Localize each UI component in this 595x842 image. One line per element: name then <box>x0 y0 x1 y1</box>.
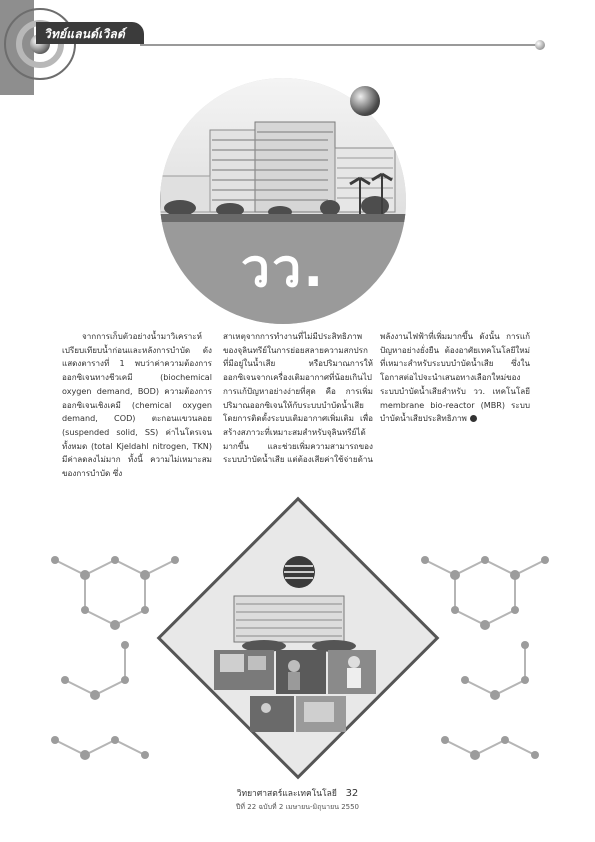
end-of-article-bullet-icon <box>470 415 477 422</box>
header-rule-dot <box>535 40 545 50</box>
article-paragraph-2: สาเหตุจากการทำงานที่ไม่มีประสิทธิภาพของจุลินทรีย์ในการย่อยสลายความสกปรกที่มีอยู่ในน้ำเสีย หรือปริมาณการให้ออกซิเจนจากเครื่องเติมอากาศที่น้อยเกินไป การแก้ปัญหาอย่างง่ายที่สุด คือ การเพิ่มปริมาณออกซิเจนให้กับระบบบำบัดน้ำเสีย โดยการติดตั้งระบบเติมอากาศเพิ่มเติม เพื่อสร้างสภาวะที่เหมาะสมสำหรับจุลินทรีย์ได้มากขึ้น และช่วยเพิ่มความสามารถของระบบบำบัดน้ำเสีย แต่ต้องเสียค่าใช้จ่ายด้าน <box>223 331 373 465</box>
article-column-3 <box>380 330 530 426</box>
article-paragraph-3-text: พลังงานไฟฟ้าที่เพิ่มมากขึ้น ดังนั้น การแก้ปัญหาอย่างยั่งยืน ต้องอาศัยเทคโนโลยีใหม่ที่เหมาะสำหรับระบบบำบัดน้ำเสีย ซึ่งในโอกาสต่อไปจะนำเสนอทางเลือกใหม่ของระบบบำบัดน้ำเสียสำหรับ วว. เทคโนโลยี membrane bio-reactor (MBR) ระบบบำบัดน้ำเสียประสิทธิภาพ <box>380 331 530 424</box>
article-paragraph-3 <box>380 330 530 426</box>
article-column-1 <box>62 330 212 481</box>
decorative-sphere <box>350 86 380 116</box>
hero-overlay-text: วว. <box>240 239 326 299</box>
page-footer <box>0 786 595 813</box>
article-column-2 <box>223 330 373 467</box>
section-title: วิทย์แลนด์เวิลด์ <box>44 27 125 41</box>
collage-photo-illustration <box>204 550 394 740</box>
footer-issue: ปีที่ 22 ฉบับที่ 2 เมษายน-มิถุนายน 2550 <box>235 803 360 811</box>
article-paragraph-1: จากการเก็บตัวอย่างน้ำมาวิเคราะห์เปรียบเทียบน้ำก่อนและหลังการบำบัด ดังแสดงตารางที่ 1 พบว่าค่าความต้องการออกซิเจนทางชีวเคมี (biochemical oxygen demand, BOD) ความต้องการออกซิเจนเชิงเคมี (chemical oxygen demand, COD) ตะกอนแขวนลอย (suspended solid, SS) ค่าไนโตรเจนทั้งหมด (total Kjeldahl nitrogen, TKN) มีค่าลดลงไม่มาก ทั้งนี้ ความไม่เหมาะสมของการบำบัด ซึ่ง <box>62 331 212 479</box>
footer-page-number: 32 <box>345 788 359 799</box>
header-rule <box>140 44 542 46</box>
footer-magazine-name: วิทยาศาสตร์และเทคโนโลยี <box>236 789 337 799</box>
footer-line-1 <box>0 786 595 800</box>
